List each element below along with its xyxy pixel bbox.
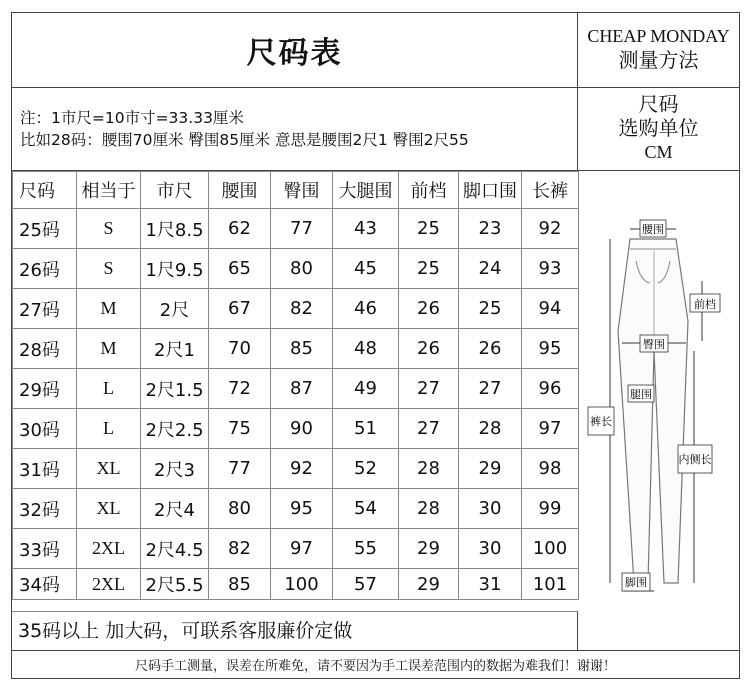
- table-cell: XL: [77, 449, 141, 489]
- table-cell: 34码: [13, 569, 77, 600]
- table-cell: 97: [522, 409, 579, 449]
- column-header: 相当于: [77, 172, 141, 209]
- table-row: [13, 369, 579, 409]
- table-cell: 100: [522, 529, 579, 569]
- table-cell: 30: [459, 489, 522, 529]
- table-row: [13, 529, 579, 569]
- note-line-1: 注：1市尺=10市寸=33.33厘米: [20, 109, 244, 127]
- table-cell: 31: [459, 569, 522, 600]
- table-cell: 97: [271, 529, 333, 569]
- table-cell: 80: [209, 489, 271, 529]
- table-cell: 27: [399, 409, 459, 449]
- table-cell: 2尺2.5: [141, 409, 209, 449]
- table-cell: 92: [522, 209, 579, 249]
- table-cell: 26: [399, 329, 459, 369]
- table-row: [13, 409, 579, 449]
- table-cell: M: [77, 329, 141, 369]
- table-cell: 87: [271, 369, 333, 409]
- pants-outline: [618, 239, 688, 583]
- table-cell: 29: [399, 529, 459, 569]
- column-header: 臀围: [271, 172, 333, 209]
- brand-subtitle: 测量方法: [618, 48, 699, 72]
- column-header: 大腿围: [333, 172, 399, 209]
- table-cell: 26: [399, 289, 459, 329]
- table-cell: 27: [459, 369, 522, 409]
- table-cell: 29: [459, 449, 522, 489]
- table-cell: 27: [399, 369, 459, 409]
- table-cell: 90: [271, 409, 333, 449]
- table-cell: 33码: [13, 529, 77, 569]
- column-header: 市尺: [141, 172, 209, 209]
- table-cell: 25: [399, 209, 459, 249]
- table-cell: 93: [522, 249, 579, 289]
- table-cell: 75: [209, 409, 271, 449]
- hip-label: 臀围: [643, 338, 665, 351]
- table-row: [13, 249, 579, 289]
- table-cell: 101: [522, 569, 579, 600]
- table-cell: 30码: [13, 409, 77, 449]
- brand-cell: [578, 13, 739, 88]
- unit-cell: [578, 88, 739, 171]
- table-cell: 98: [522, 449, 579, 489]
- table-cell: 29码: [13, 369, 77, 409]
- table-header-row: [13, 172, 579, 209]
- table-cell: 43: [333, 209, 399, 249]
- unit-line-3: CM: [644, 142, 673, 162]
- table-cell: 1尺9.5: [141, 249, 209, 289]
- table-cell: 94: [522, 289, 579, 329]
- table-cell: 46: [333, 289, 399, 329]
- table-cell: 67: [209, 289, 271, 329]
- size-table: [12, 171, 579, 600]
- table-cell: 49: [333, 369, 399, 409]
- thigh-label: 腿围: [630, 388, 652, 401]
- table-cell: 77: [271, 209, 333, 249]
- table-cell: 24: [459, 249, 522, 289]
- footer-disclaimer: 尺码手工测量，误差在所难免，请不要因为手工误差范围内的数据为难我们！谢谢！: [134, 659, 616, 674]
- table-cell: 31码: [13, 449, 77, 489]
- table-cell: 85: [209, 569, 271, 600]
- table-cell: 2尺5.5: [141, 569, 209, 600]
- table-cell: 25: [399, 249, 459, 289]
- table-cell: 100: [271, 569, 333, 600]
- table-cell: 28: [399, 449, 459, 489]
- table-cell: 26码: [13, 249, 77, 289]
- table-row: [13, 449, 579, 489]
- front-rise-label: 前档: [694, 298, 716, 311]
- table-cell: 30: [459, 529, 522, 569]
- table-cell: 85: [271, 329, 333, 369]
- column-header: 尺码: [13, 172, 77, 209]
- table-row: [13, 329, 579, 369]
- measurement-diagram: [578, 171, 739, 651]
- table-row: [13, 569, 579, 600]
- table-cell: 45: [333, 249, 399, 289]
- table-cell: XL: [77, 489, 141, 529]
- table-cell: 82: [209, 529, 271, 569]
- table-cell: 25: [459, 289, 522, 329]
- table-cell: 2XL: [77, 569, 141, 600]
- table-row: [13, 289, 579, 329]
- table-cell: 23: [459, 209, 522, 249]
- table-cell: 95: [271, 489, 333, 529]
- table-cell: 92: [271, 449, 333, 489]
- column-header: 长裤: [522, 172, 579, 209]
- table-cell: 57: [333, 569, 399, 600]
- table-cell: 96: [522, 369, 579, 409]
- table-cell: 2尺1.5: [141, 369, 209, 409]
- page-title: 尺码表: [12, 13, 578, 88]
- table-cell: L: [77, 369, 141, 409]
- table-cell: 2尺4.5: [141, 529, 209, 569]
- unit-line-2: 选购单位: [618, 116, 699, 140]
- table-cell: 55: [333, 529, 399, 569]
- table-cell: 95: [522, 329, 579, 369]
- unit-line-1: 尺码: [638, 92, 679, 116]
- table-cell: 52: [333, 449, 399, 489]
- table-cell: 51: [333, 409, 399, 449]
- table-cell: 2尺3: [141, 449, 209, 489]
- table-cell: 65: [209, 249, 271, 289]
- table-cell: 70: [209, 329, 271, 369]
- table-cell: 72: [209, 369, 271, 409]
- length-label: 裤长: [590, 415, 612, 428]
- table-cell: S: [77, 209, 141, 249]
- table-cell: 82: [271, 289, 333, 329]
- table-cell: 77: [209, 449, 271, 489]
- table-cell: M: [77, 289, 141, 329]
- table-cell: 25码: [13, 209, 77, 249]
- table-cell: 62: [209, 209, 271, 249]
- table-row: [13, 209, 579, 249]
- table-cell: 32码: [13, 489, 77, 529]
- table-cell: 80: [271, 249, 333, 289]
- table-cell: 2尺: [141, 289, 209, 329]
- table-cell: 2XL: [77, 529, 141, 569]
- note-line-2: 比如28码：腰围70厘米 臀围85厘米 意思是腰围2尺1 臀围2尺55: [20, 131, 469, 149]
- size-chart: [11, 12, 740, 679]
- table-cell: 2尺4: [141, 489, 209, 529]
- conversion-note: [12, 88, 578, 171]
- table-cell: 26: [459, 329, 522, 369]
- column-header: 前档: [399, 172, 459, 209]
- table-cell: 1尺8.5: [141, 209, 209, 249]
- pants-diagram-svg: [578, 171, 739, 651]
- plus-size-note: 35码以上 加大码，可联系客服廉价定做: [12, 611, 578, 651]
- waist-label: 腰围: [642, 223, 664, 236]
- table-cell: 2尺1: [141, 329, 209, 369]
- column-header: 脚口围: [459, 172, 522, 209]
- table-cell: 28: [459, 409, 522, 449]
- column-header: 腰围: [209, 172, 271, 209]
- table-cell: 29: [399, 569, 459, 600]
- table-cell: 28码: [13, 329, 77, 369]
- table-cell: 99: [522, 489, 579, 529]
- table-cell: 27码: [13, 289, 77, 329]
- table-cell: S: [77, 249, 141, 289]
- hem-label: 脚围: [625, 576, 647, 589]
- brand-name: CHEAP MONDAY: [587, 26, 730, 46]
- table-cell: 54: [333, 489, 399, 529]
- table-row: [13, 489, 579, 529]
- table-cell: 28: [399, 489, 459, 529]
- table-cell: 48: [333, 329, 399, 369]
- table-cell: L: [77, 409, 141, 449]
- inseam-label: 内侧长: [678, 453, 712, 466]
